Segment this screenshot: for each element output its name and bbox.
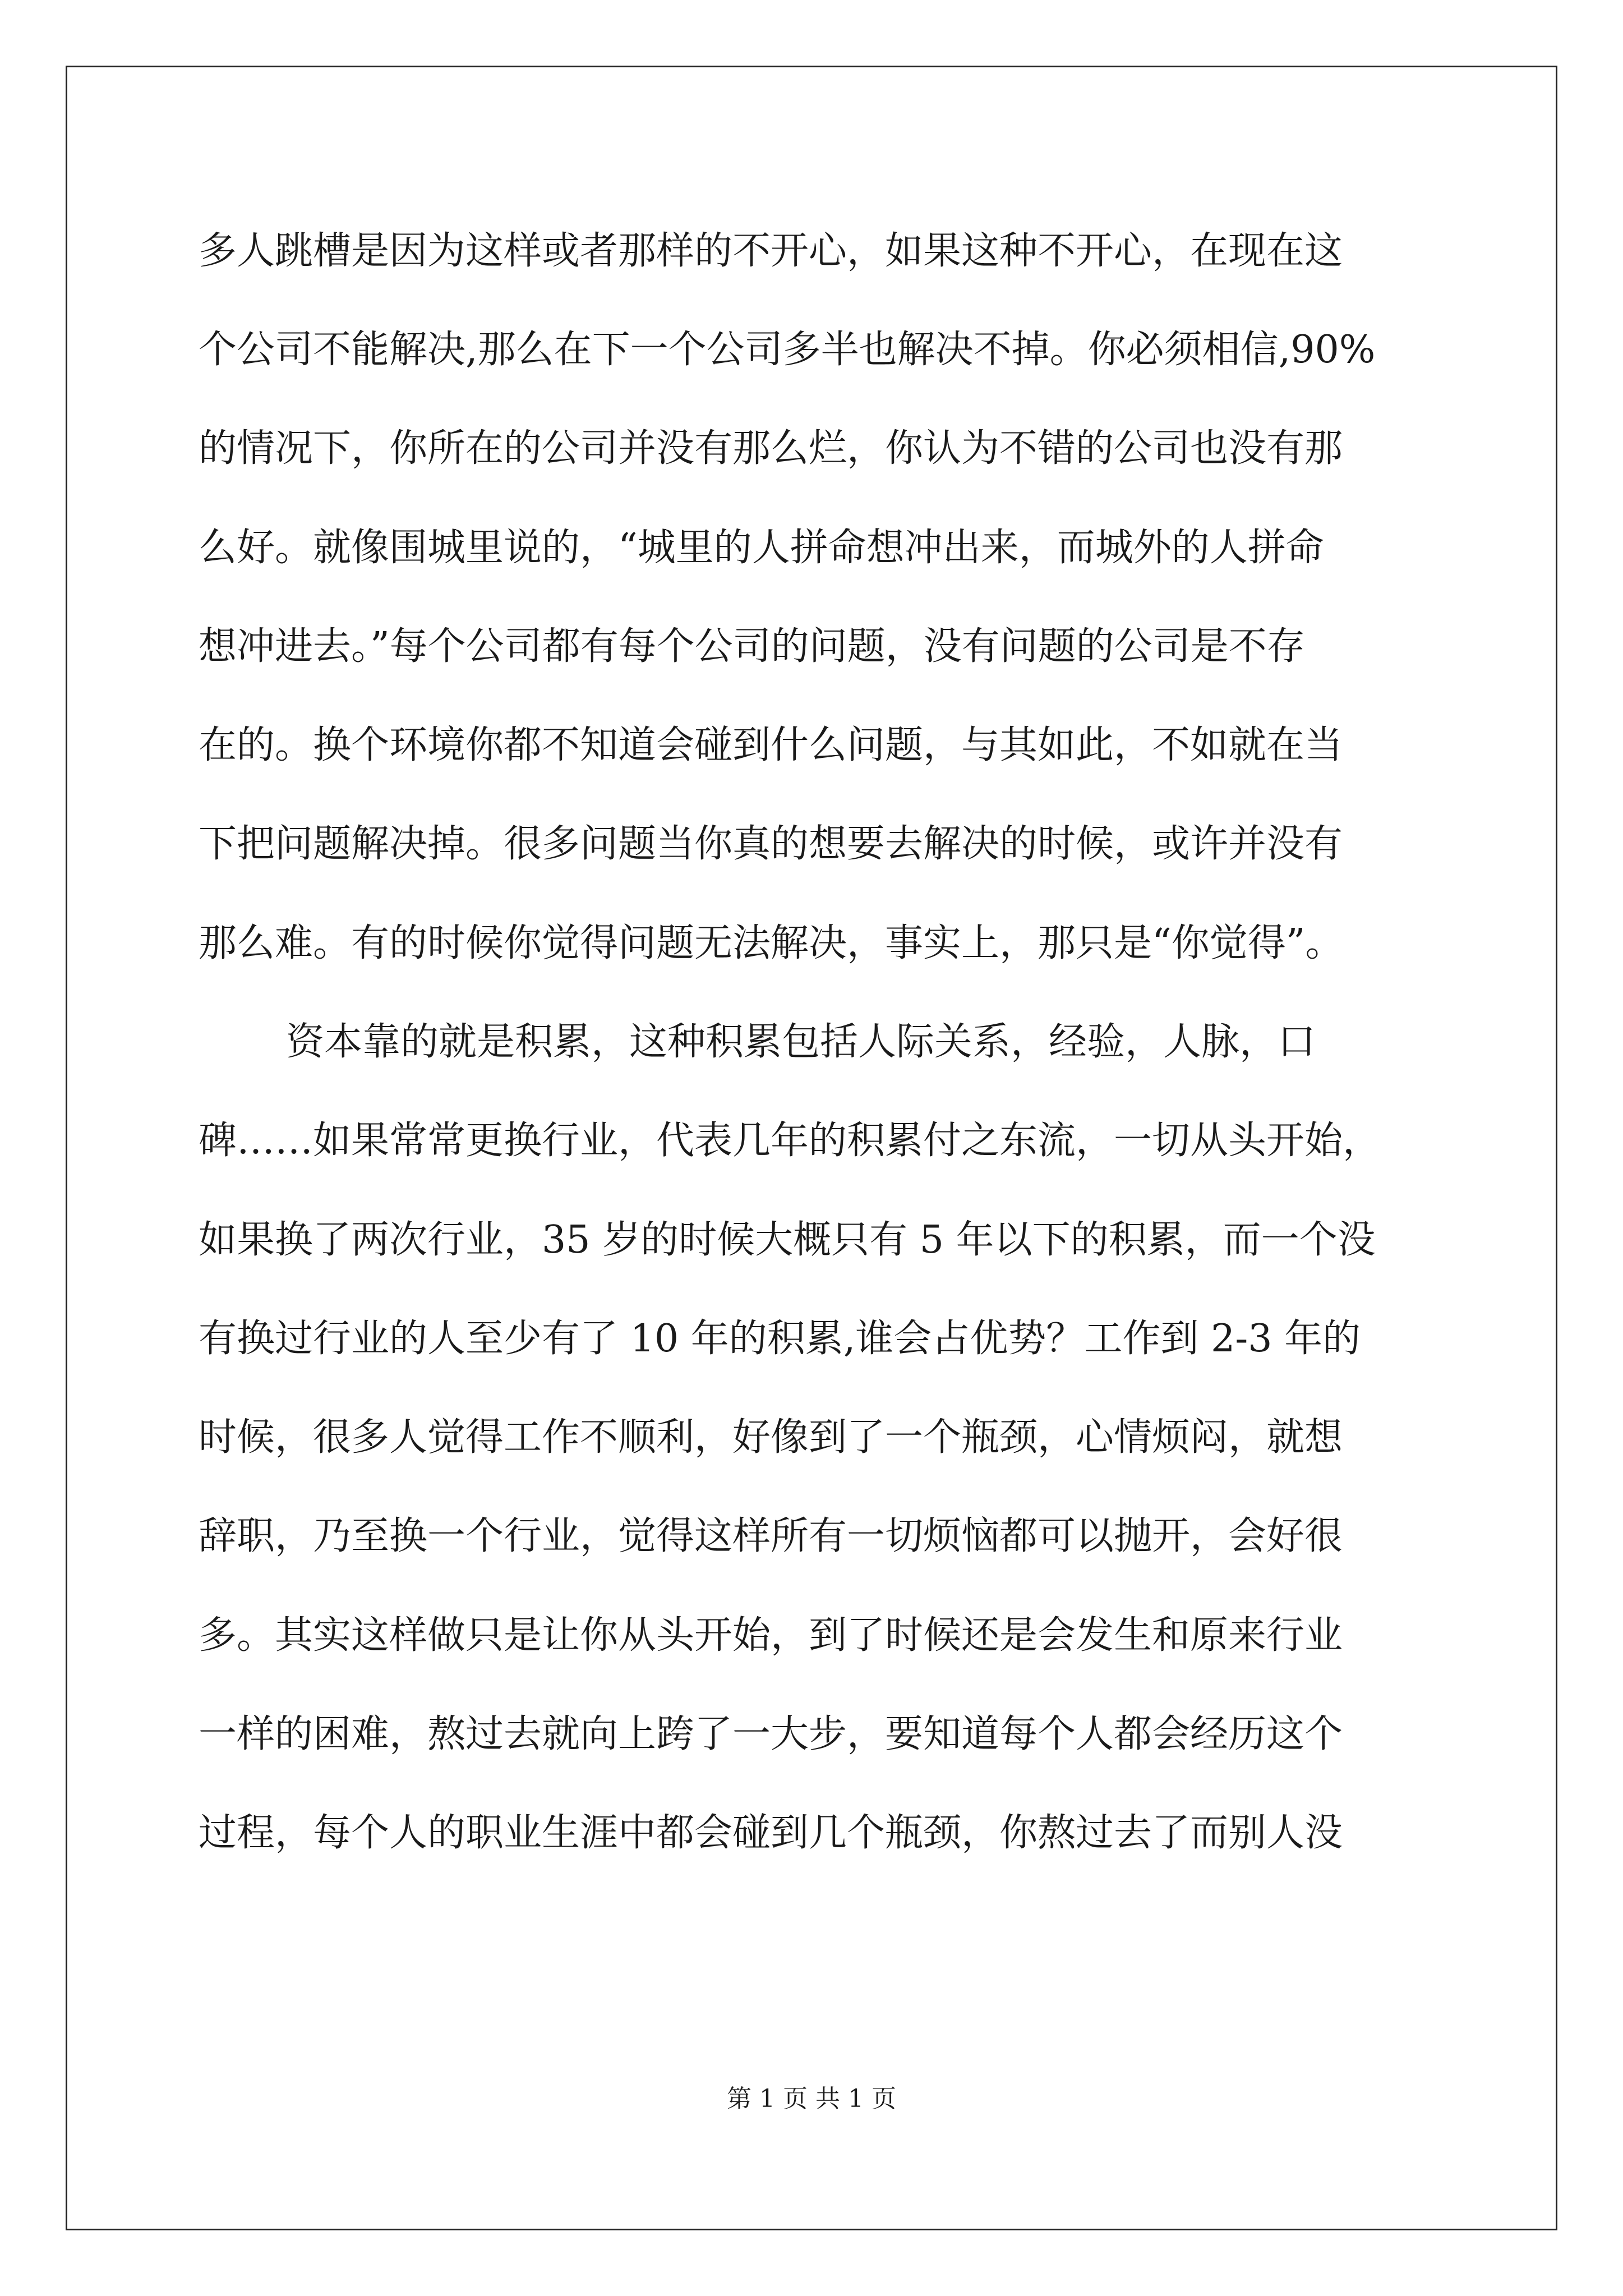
text-line: 想冲进去。”每个公司都有每个公司的问题，没有问题的公司是不存 — [199, 624, 1305, 669]
text-line: 一样的困难，熬过去就向上跨了一大步，要知道每个人都会经历这个 — [199, 1712, 1343, 1756]
text-line: 过程，每个人的职业生涯中都会碰到几个瓶颈，你熬过去了而别人没 — [199, 1811, 1343, 1855]
text-line: 如果换了两次行业，35 岁的时候大概只有 5 年以下的积累，而一个没 — [199, 1218, 1376, 1262]
text-line: 时候，很多人觉得工作不顺利，好像到了一个瓶颈，心情烦闷，就想 — [199, 1415, 1343, 1460]
text-line: 有换过行业的人至少有了 10 年的积累,谁会占优势？工作到 2-3 年的 — [199, 1317, 1361, 1361]
text-line: 那么难。有的时候你觉得问题无法解决，事实上，那只是“你觉得”。 — [199, 921, 1344, 965]
text-line: 碑……如果常常更换行业，代表几年的积累付之东流，一切从头开始， — [199, 1119, 1381, 1163]
text-line: 的情况下，你所在的公司并没有那么烂，你认为不错的公司也没有那 — [199, 426, 1343, 471]
text-line: 么好。就像围城里说的，“城里的人拼命想冲出来，而城外的人拼命 — [199, 526, 1324, 570]
text-line: 多。其实这样做只是让你从头开始，到了时候还是会发生和原来行业 — [199, 1613, 1343, 1658]
text-line: 资本靠的就是积累，这种积累包括人际关系，经验，人脉，口 — [286, 1020, 1316, 1064]
text-line: 在的。换个环境你都不知道会碰到什么问题，与其如此，不如就在当 — [199, 723, 1343, 767]
text-line: 个公司不能解决,那么在下一个公司多半也解决不掉。你必须相信,90% — [199, 328, 1376, 372]
text-line: 下把问题解决掉。很多问题当你真的想要去解决的时候，或许并没有 — [199, 822, 1343, 866]
text-line: 多人跳槽是因为这样或者那样的不开心，如果这种不开心，在现在这 — [199, 229, 1343, 273]
text-line: 辞职，乃至换一个行业，觉得这样所有一切烦恼都可以抛开，会好很 — [199, 1514, 1343, 1558]
page-footer: 第 1 页 共 1 页 — [727, 2085, 896, 2113]
